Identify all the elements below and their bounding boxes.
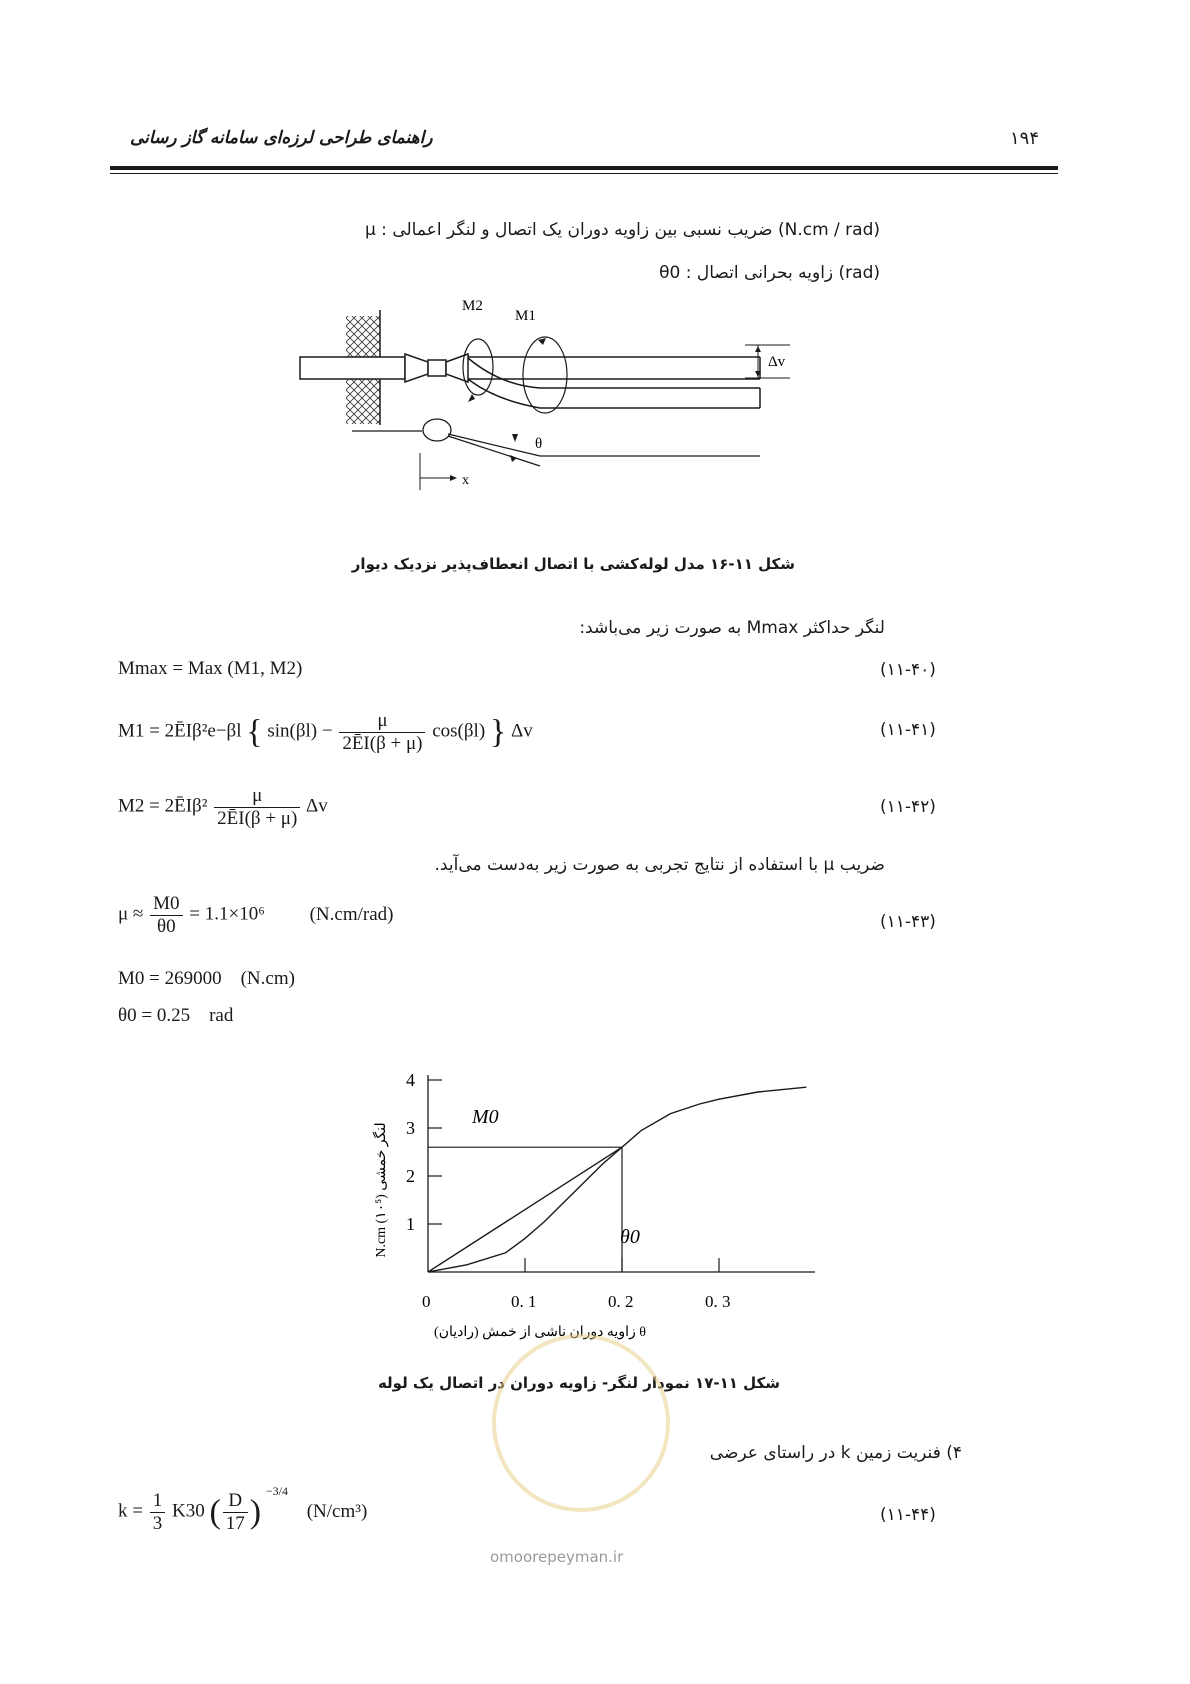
text-mu-experimental: ضریب μ با استفاده از نتایج تجربی به صورت زیر به‌دست می‌آید. [434,855,885,875]
y-tick-label: 4 [406,1070,415,1090]
label-m1: M1 [515,308,536,324]
joint-body [428,360,446,376]
joint-left [405,354,428,382]
annotation-m0: M0 [472,1106,499,1128]
equation-42-number: (۱۱-۴۲) [880,797,936,817]
page-number: ۱۹۴ [1010,128,1040,149]
item4-heading: ۴) فنریت زمین k در راستای عرضی [709,1443,962,1463]
x-axis-label: θ زاویه دوران ناشی از خمش (رادیان) [434,1325,646,1340]
annotation-theta0: θ0 [620,1226,640,1248]
definition-theta0: θ0 : زاویه بحرانی اتصال (rad) [659,263,880,283]
figure1-caption: شکل ۱۱-۱۶ مدل لوله‌کشی با اتصال انعطاف‌پذیر نزدیک دیوار [351,555,795,573]
running-header-title: راهنمای طراحی لرزه‌ای سامانه گاز رسانی [130,128,433,148]
header-rule-thick [110,166,1058,170]
pipe-left [300,357,405,379]
label-x: x [462,473,469,488]
definition-mu: μ : ضریب نسبی بین زاویه دوران یک اتصال و لنگر اعمالی (N.cm / rad) [364,220,880,240]
equation-41: M1 = 2ĒIβ²e−βl { sin(βl) − $\frac{\mu}{2ĒI(\beta + \mu)}$ cos(βl) } Δv [118,710,533,754]
watermark-text: omoorepeyman.ir [490,1548,624,1566]
x-tick-label: 0. 3 [705,1292,731,1311]
equation-44: k = $\frac{1}{3}$ K30 ( $\frac{D}{17}$ ) $^{-3/4}$ (N/cm³) [118,1484,368,1534]
equation-43: μ ≈ $\frac{M0}{\theta 0}$ = 1.1×10⁶ (N.cm/rad) [118,893,394,937]
x-tick-label: 0. 1 [511,1292,537,1311]
equation-44-number: (۱۱-۴۴) [880,1505,936,1525]
equation-41-number: (۱۱-۴۱) [880,720,936,740]
y-axis-label: N.cm (۱۰⁵) لنگر خمشی [374,1122,389,1258]
text-max-moment: لنگر حداکثر Mmax به صورت زیر می‌باشد: [579,618,885,638]
y-tick-label: 1 [406,1214,415,1234]
x-tick-label: 0. 2 [608,1292,634,1311]
moment-rotation-chart [350,1060,820,1360]
header-rule-thin [110,173,1058,174]
equation-theta0: θ0 = 0.25 rad [118,1005,234,1026]
equation-43-number: (۱۱-۴۳) [880,912,936,932]
piping-model-figure [290,298,820,520]
secant-line [428,1147,622,1272]
x-tick-label: 0 [422,1292,431,1311]
equation-40-number: (۱۱-۴۰) [880,660,936,680]
moment-m1-arrow [523,337,567,413]
y-tick-label: 3 [406,1118,415,1138]
y-tick-label: 2 [406,1166,415,1186]
label-delta-v: Δv [768,354,786,370]
joint-hinge [423,419,451,441]
equation-40: Mmax = Max (M1, M2) [118,658,303,679]
pipe-deflected-top [468,358,760,388]
label-m2: M2 [462,298,483,314]
figure2-caption: شکل ۱۱-۱۷ نمودار لنگر- زاویه دوران در اتصال یک لوله [377,1374,780,1392]
equation-m0: M0 = 269000 (N.cm) [118,968,295,989]
watermark-seal [492,1334,670,1512]
label-theta: θ [535,436,543,452]
equation-42: M2 = 2ĒIβ² $\frac{\mu}{2ĒI(\beta + \mu)}$ Δv [118,785,328,829]
